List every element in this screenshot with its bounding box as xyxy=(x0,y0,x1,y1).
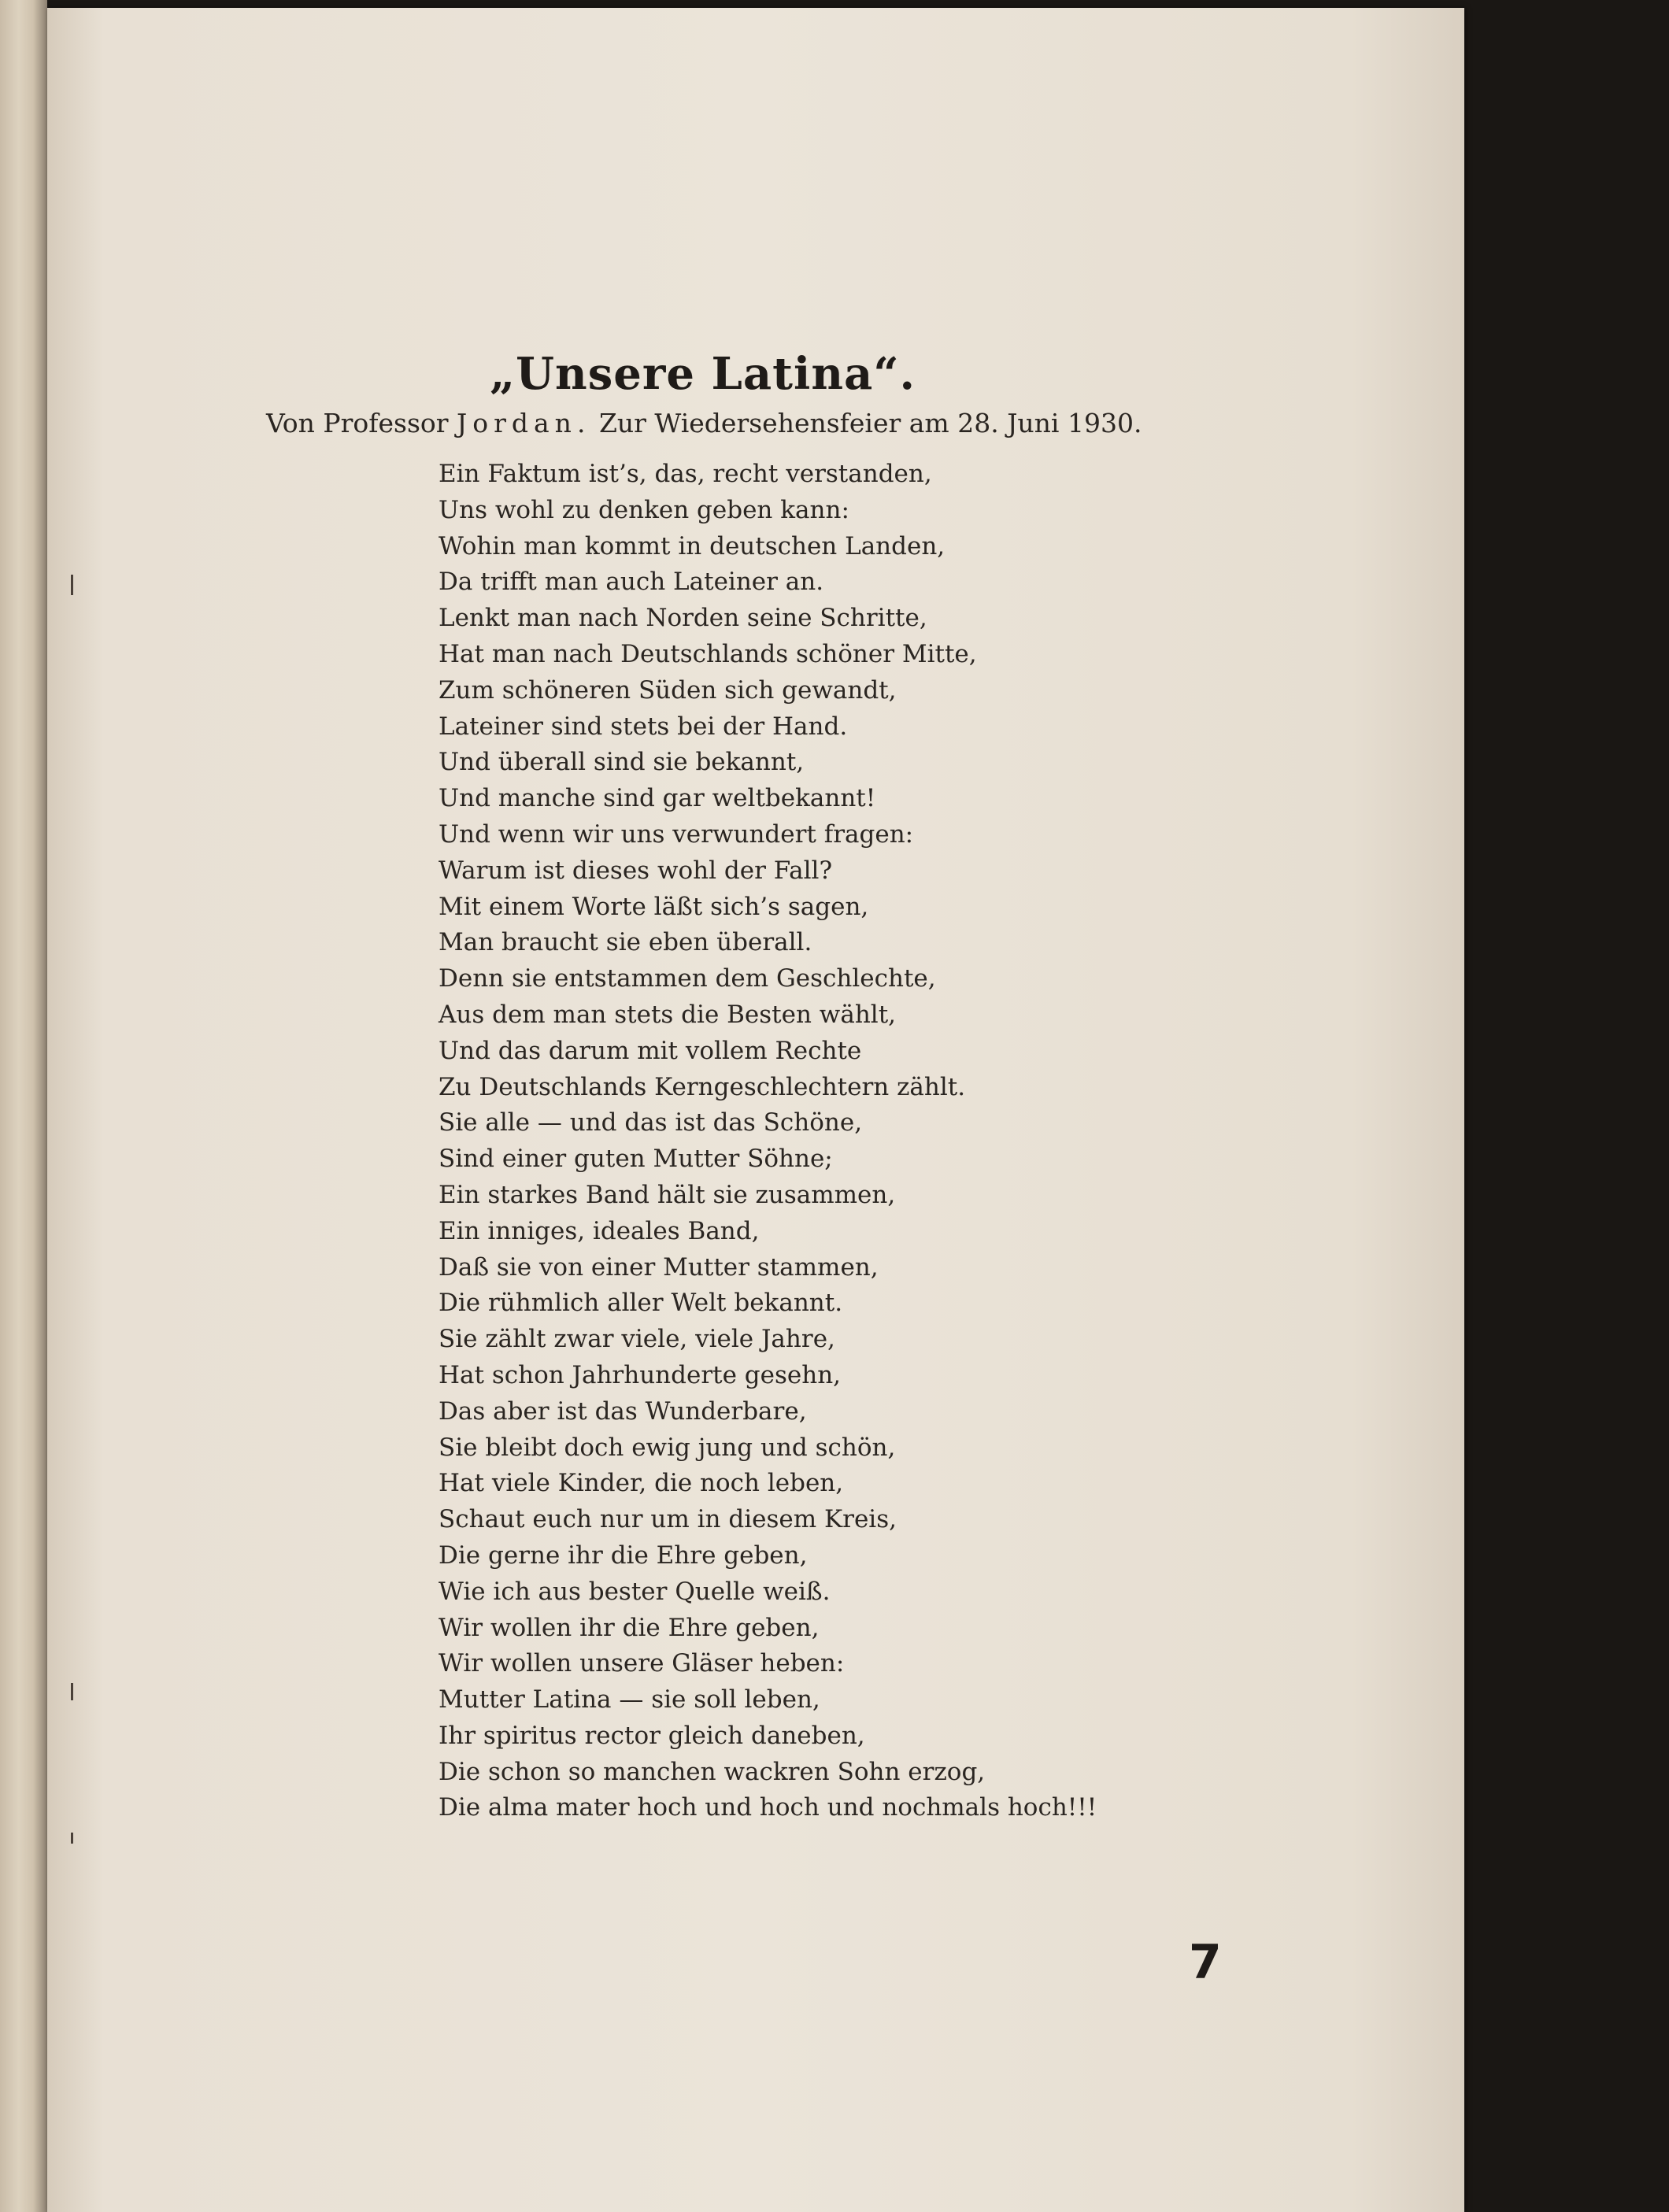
poem-line: Zu Deutschlands Kerngeschlechtern zählt. xyxy=(439,1072,966,1101)
poem-title: „Unsere Latina“. xyxy=(489,348,916,400)
poem-line: Uns wohl zu denken geben kann: xyxy=(439,495,849,524)
poem-line: Ein starkes Band hält sie zusammen, xyxy=(439,1180,896,1209)
poem-line: Mit einem Worte läßt sich’s sagen, xyxy=(439,892,869,921)
gutter-mark xyxy=(71,1683,73,1700)
poem-line: Wie ich aus bester Quelle weiß. xyxy=(439,1577,831,1606)
facing-page-edge xyxy=(0,0,47,2212)
poem-line: Sind einer guten Mutter Söhne; xyxy=(439,1145,833,1174)
byline-prefix: Von Professor xyxy=(266,408,449,438)
poem-line: Die rühmlich aller Welt bekannt. xyxy=(439,1289,843,1318)
poem-line: Und überall sind sie bekannt, xyxy=(439,748,805,777)
poem-line: Lateiner sind stets bei der Hand. xyxy=(439,712,848,741)
poem-line: Ein inniges, ideales Band, xyxy=(439,1216,760,1245)
byline-author: Jordan. xyxy=(457,408,591,438)
poem-line: Daß sie von einer Mutter stammen, xyxy=(439,1252,879,1282)
poem-line: Die schon so manchen wackren Sohn erzog, xyxy=(439,1757,986,1786)
poem-line: Sie zählt zwar viele, viele Jahre, xyxy=(439,1325,835,1354)
poem-line: Wohin man kommt in deutschen Landen, xyxy=(439,531,946,560)
poem-line: Mutter Latina — sie soll leben, xyxy=(439,1685,820,1714)
poem-line: Sie bleibt doch ewig jung und schön, xyxy=(439,1433,896,1462)
poem-line: Lenkt man nach Norden seine Schritte, xyxy=(439,604,927,633)
poem-line: Man braucht sie eben überall. xyxy=(439,928,812,957)
poem-line: Schaut euch nur um in diesem Kreis, xyxy=(439,1505,897,1534)
poem-line: Die alma mater hoch und hoch und nochmals hoch!!! xyxy=(439,1793,1097,1822)
paper-sheet xyxy=(47,8,1464,2212)
poem-line: Denn sie entstammen dem Geschlechte, xyxy=(439,964,936,993)
poem-line: Und manche sind gar weltbekannt! xyxy=(439,784,876,813)
byline-occasion: Zur Wiedersehensfeier am 28. Juni 1930. xyxy=(598,408,1142,438)
gutter-mark xyxy=(71,575,73,595)
poem-line: Ihr spiritus rector gleich daneben, xyxy=(439,1721,865,1750)
poem-line: Hat man nach Deutschlands schöner Mitte, xyxy=(439,639,977,668)
poem-line: Warum ist dieses wohl der Fall? xyxy=(439,856,833,885)
poem-line: Hat viele Kinder, die noch leben, xyxy=(439,1469,844,1498)
poem-line: Und wenn wir uns verwundert fragen: xyxy=(439,819,914,849)
poem-line: Das aber ist das Wunderbare, xyxy=(439,1396,807,1426)
poem-line: Wir wollen unsere Gläser heben: xyxy=(439,1649,845,1678)
poem-line: Sie alle — und das ist das Schöne, xyxy=(439,1108,863,1137)
poem-line: Aus dem man stets die Besten wählt, xyxy=(439,1000,897,1029)
poem-line: Zum schöneren Süden sich gewandt, xyxy=(439,675,897,705)
poem-body xyxy=(439,457,1226,1826)
poem-line: Wir wollen ihr die Ehre geben, xyxy=(439,1613,820,1642)
gutter-mark xyxy=(71,1833,73,1844)
page-number: 7 xyxy=(1189,1935,1222,1990)
poem-line: Und das darum mit vollem Rechte xyxy=(439,1036,862,1065)
poem-line: Ein Faktum ist’s, das, recht verstanden, xyxy=(439,460,932,488)
poem-line: Die gerne ihr die Ehre geben, xyxy=(439,1541,808,1570)
poem-line: Da trifft man auch Lateiner an. xyxy=(439,568,824,597)
byline xyxy=(266,408,1242,438)
poem-line: Hat schon Jahrhunderte gesehn, xyxy=(439,1360,842,1389)
